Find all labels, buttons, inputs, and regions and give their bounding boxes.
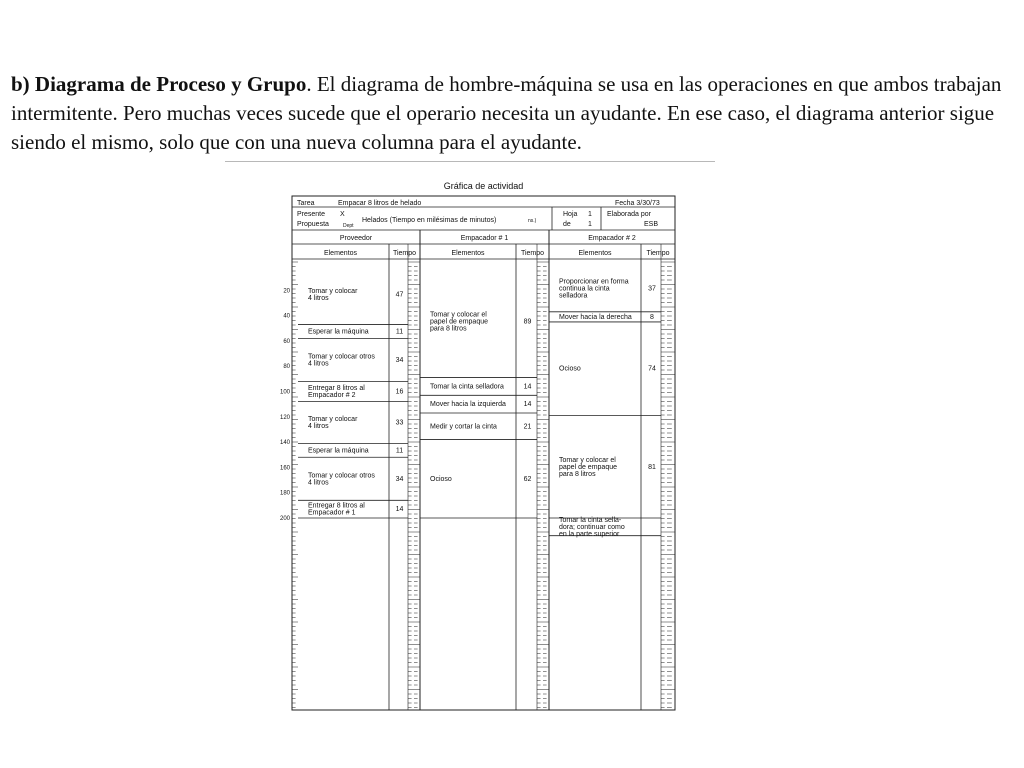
proveedor-time-2: 11 — [395, 328, 404, 336]
tiempo-header-2: Tiempo — [520, 250, 545, 257]
time-scale-label: 200 — [279, 516, 290, 522]
proveedor-element-3: 4 litros — [308, 360, 329, 368]
empacador1-element-1: para 8 litros — [430, 325, 467, 333]
hoja-label: Hoja — [563, 211, 578, 218]
proveedor-element-8: Entregar 8 litros al — [308, 502, 365, 510]
proveedor-element-7: 4 litros — [308, 479, 329, 487]
hoja-number: 1 — [588, 211, 592, 218]
tiempo-header-1: Tiempo — [392, 250, 417, 257]
empacador1-time-4: 21 — [523, 423, 532, 431]
proveedor-element-5: Tomar y colocar — [308, 415, 358, 423]
de-label: de — [563, 221, 571, 228]
empacador2-element-4: papel de empaque — [559, 463, 617, 471]
tiempo-header-3: Tiempo — [646, 250, 670, 257]
time-scale-label: 40 — [283, 313, 290, 320]
empacador1-element-4: Medir y cortar la cinta — [430, 423, 497, 431]
elaborada-value: ESB — [644, 221, 659, 228]
empacador2-element-5: dora; continuar como — [559, 523, 625, 531]
empacador1-time-2: 14 — [523, 383, 532, 391]
empacador2-element-4: para 8 litros — [559, 470, 596, 478]
elaborada-label: Elaborada por — [607, 211, 651, 218]
time-scale-label: 20 — [283, 288, 290, 295]
tarea-label: Tarea — [297, 200, 315, 207]
empacador2-element-3: Ocioso — [559, 365, 581, 373]
proveedor-element-4: Entregar 8 litros al — [308, 385, 365, 392]
column-header-2: Empacador # 1 — [460, 235, 509, 242]
column-header-1: Proveedor — [339, 235, 373, 242]
proveedor-time-6: 11 — [395, 447, 404, 455]
time-scale-label: 180 — [279, 490, 290, 497]
proveedor-time-4: 16 — [395, 388, 404, 396]
presente-mark: X — [340, 211, 345, 218]
helados-label: Helados (Tiempo en milésimas de minutos) — [362, 217, 497, 224]
intro-text: . El diagrama de hombre-máquina se usa en las operaciones en que ambos trabajan intermitente. Pero muchas veces sucede que el operario necesita un ayudante. En ese caso, el diagrama anterior sigue siendo el mismo, solo que con una nueva columna para el ayudante. — [11, 72, 1002, 154]
proveedor-time-5: 33 — [395, 419, 404, 427]
dept-label: Dept — [343, 223, 354, 229]
empacador2-element-1: selladora — [559, 292, 588, 300]
time-scale-label: 100 — [279, 389, 290, 396]
empacador2-time-1: 37 — [648, 285, 656, 293]
chart-title: Gráfica de actividad — [443, 181, 524, 191]
fecha-value: Fecha 3/30/73 — [615, 200, 660, 207]
empacador2-element-1: continua la cinta — [559, 285, 610, 293]
proveedor-element-1: Tomar y colocar — [308, 288, 358, 296]
empacador2-element-4: Tomar y colocar el — [559, 456, 616, 464]
proveedor-element-6: Esperar la máquina — [308, 447, 369, 455]
intro-heading: b) Diagrama de Proceso y Grupo — [11, 72, 307, 96]
empacador1-element-3: Mover hacia la izquierda — [430, 401, 506, 409]
empacador2-element-1: Proporcionar en forma — [559, 278, 629, 286]
empacador1-element-1: papel de empaque — [430, 318, 488, 326]
time-scale-label: 120 — [279, 414, 290, 421]
proveedor-element-7: Tomar y colocar otros — [308, 472, 375, 480]
propuesta-label: Propuesta — [297, 221, 329, 228]
proveedor-element-1: 4 litros — [308, 295, 329, 303]
empacador2-element-2: Mover hacia la derecha — [559, 313, 632, 321]
time-scale-label: 60 — [283, 338, 290, 345]
time-scale-label: 80 — [283, 364, 290, 371]
empacador1-element-5: Ocioso — [430, 475, 452, 483]
elementos-header-3: Elementos — [578, 250, 612, 257]
tarea-value: Empacar 8 litros de helado — [338, 200, 422, 207]
time-scale-label: 160 — [279, 465, 290, 472]
proveedor-time-7: 34 — [395, 475, 404, 483]
ns-label: ns.) — [528, 218, 537, 224]
time-scale-label: 140 — [279, 440, 290, 447]
column-header-3: Empacador # 2 — [588, 235, 636, 242]
empacador2-element-5: Tomar la cinta sella- — [559, 516, 622, 524]
empacador2-time-3: 74 — [648, 365, 656, 373]
proveedor-element-4: Empacador # 2 — [308, 392, 356, 399]
empacador2-time-2: 8 — [650, 313, 654, 321]
proveedor-time-3: 34 — [395, 356, 404, 364]
proveedor-time-1: 47 — [395, 291, 404, 299]
empacador1-time-1: 89 — [523, 318, 532, 326]
empacador1-time-3: 14 — [523, 401, 532, 409]
empacador2-element-5: en la parte superior — [559, 530, 620, 538]
proveedor-time-8: 14 — [395, 506, 404, 514]
presente-label: Presente — [297, 211, 326, 218]
proveedor-element-8: Empacador # 1 — [308, 509, 356, 517]
empacador2-time-4: 81 — [648, 463, 656, 471]
proveedor-element-3: Tomar y colocar otros — [308, 353, 375, 361]
empacador1-element-2: Tomar la cinta selladora — [430, 383, 504, 391]
proveedor-element-2: Esperar la máquina — [308, 328, 369, 336]
elementos-header-1: Elementos — [323, 250, 358, 257]
empacador1-time-5: 62 — [523, 475, 532, 483]
empacador1-element-1: Tomar y colocar el — [430, 311, 487, 319]
elementos-header-2: Elementos — [451, 250, 485, 257]
de-number: 1 — [588, 221, 592, 228]
proveedor-element-5: 4 litros — [308, 422, 329, 430]
